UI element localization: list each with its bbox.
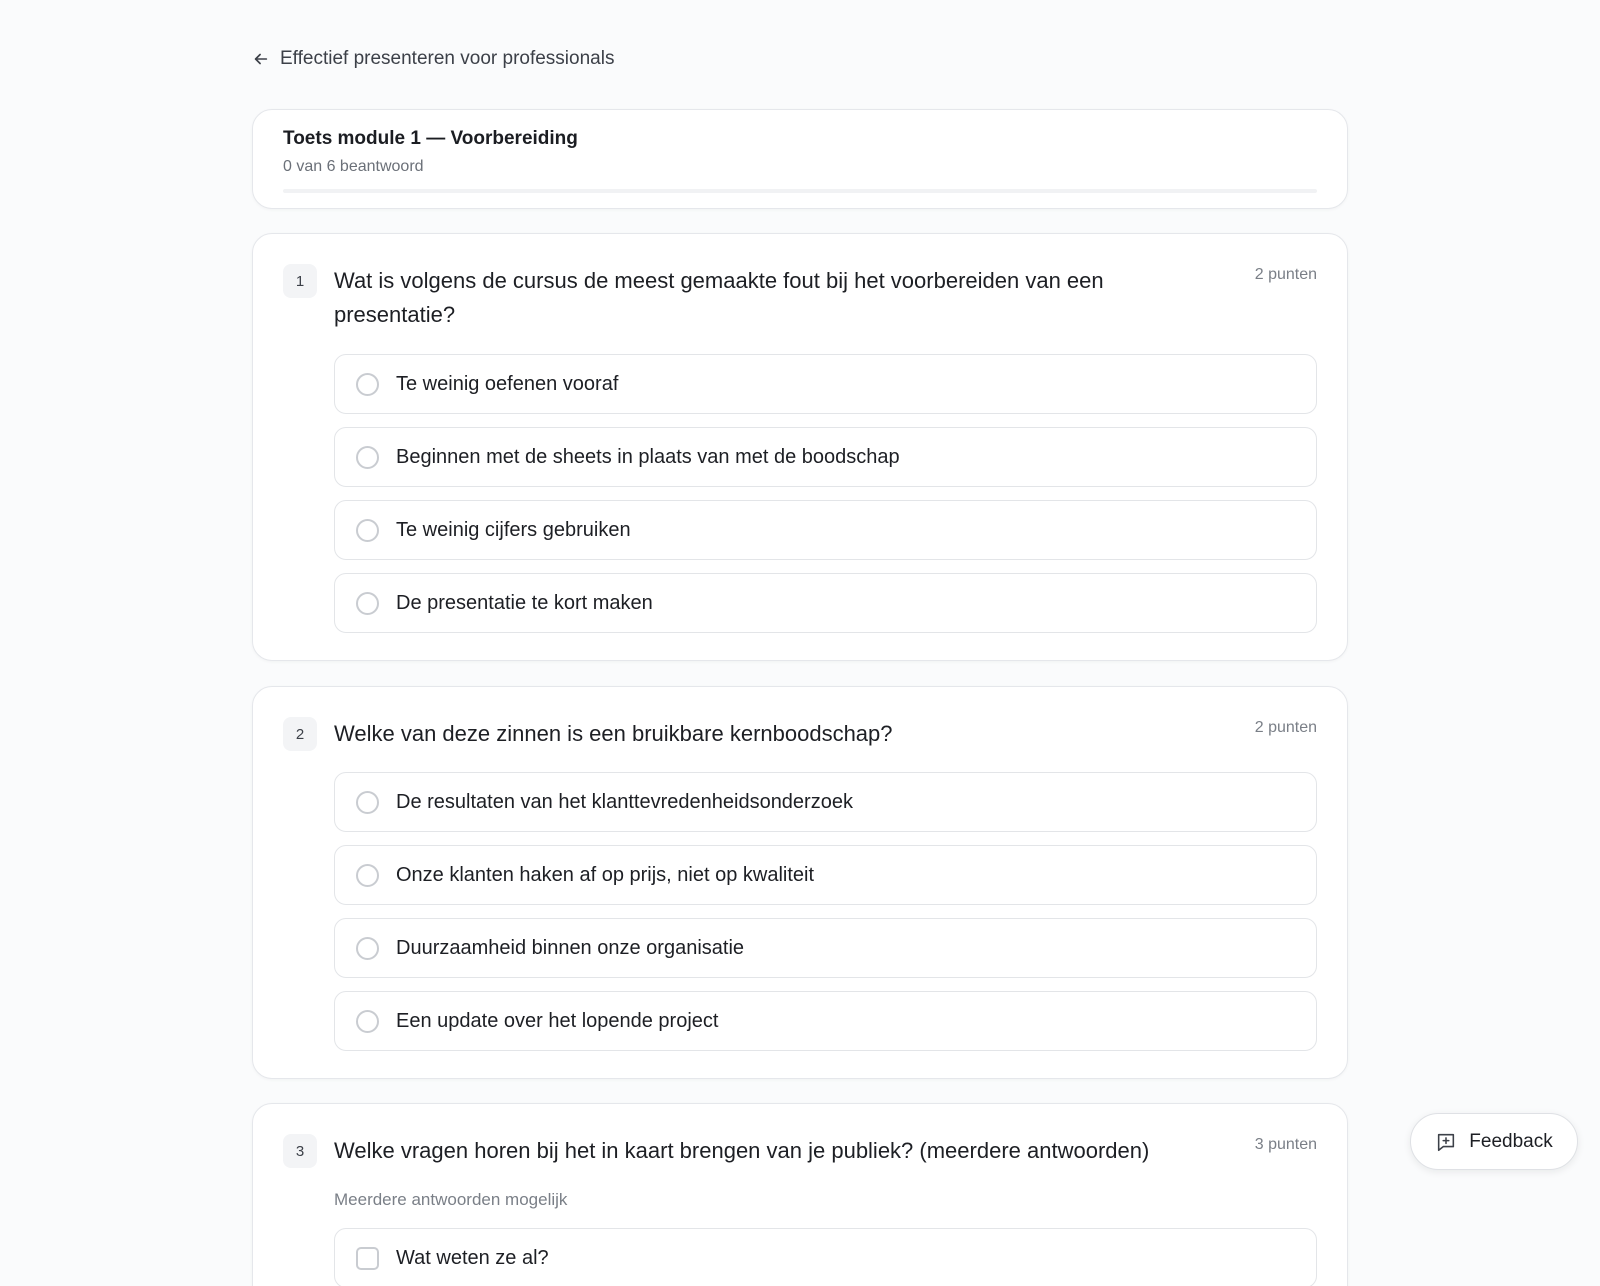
- answer-options: [334, 354, 1317, 633]
- answer-options: [334, 772, 1317, 1051]
- answer-option[interactable]: [334, 1228, 1317, 1286]
- radio-button[interactable]: [356, 519, 379, 542]
- radio-button[interactable]: [356, 592, 379, 615]
- quiz-progress-bar: [283, 189, 1317, 193]
- radio-button[interactable]: [356, 373, 379, 396]
- radio-button[interactable]: [356, 1010, 379, 1033]
- checkbox[interactable]: [356, 1247, 379, 1270]
- answer-option-label: De presentatie te kort maken: [396, 591, 653, 614]
- answer-option-label: Wat weten ze al?: [396, 1246, 549, 1269]
- answer-option[interactable]: [334, 772, 1317, 832]
- answer-option-label: De resultaten van het klanttevredenheidsonderzoek: [396, 790, 853, 813]
- feedback-label: Feedback: [1469, 1130, 1553, 1152]
- answer-option-label: Beginnen met de sheets in plaats van met de boodschap: [396, 445, 900, 468]
- answer-option[interactable]: [334, 427, 1317, 487]
- radio-button[interactable]: [356, 791, 379, 814]
- question-card-3: [252, 1103, 1348, 1286]
- answer-option-label: Duurzaamheid binnen onze organisatie: [396, 936, 745, 959]
- answer-option-label: Te weinig cijfers gebruiken: [396, 518, 631, 541]
- radio-button[interactable]: [356, 446, 379, 469]
- back-link-label: Effectief presenteren voor professionals: [280, 48, 615, 69]
- quiz-header-card: [252, 109, 1348, 209]
- question-card-1: [252, 233, 1348, 661]
- answer-option-label: Onze klanten haken af op prijs, niet op kwaliteit: [396, 863, 815, 886]
- back-link[interactable]: [252, 48, 614, 70]
- feedback-button[interactable]: [1410, 1113, 1578, 1170]
- question-card-2: [252, 686, 1348, 1079]
- answer-option[interactable]: [334, 500, 1317, 560]
- answer-option[interactable]: [334, 573, 1317, 633]
- answer-option-label: Te weinig oefenen vooraf: [396, 372, 619, 395]
- question-points: 2 punten: [1254, 719, 1317, 736]
- radio-button[interactable]: [356, 864, 379, 887]
- answer-option[interactable]: [334, 918, 1317, 978]
- answer-option[interactable]: [334, 354, 1317, 414]
- answer-option[interactable]: [334, 845, 1317, 905]
- radio-button[interactable]: [356, 937, 379, 960]
- question-points: 3 punten: [1254, 1136, 1317, 1153]
- quiz-title: Toets module 1 — Voorbereiding: [283, 128, 578, 149]
- quiz-progress-text: 0 van 6 beantwoord: [283, 158, 424, 175]
- question-text: Welke vragen horen bij het in kaart brengen van je publiek? (meerdere antwoorden): [334, 1138, 1150, 1163]
- question-hint: Meerdere antwoorden mogelijk: [334, 1190, 568, 1209]
- message-plus-icon: [1435, 1131, 1457, 1153]
- question-number: 1: [283, 264, 317, 298]
- question-number: 3: [283, 1134, 317, 1168]
- question-number: 2: [283, 717, 317, 751]
- answer-option-label: Een update over het lopende project: [396, 1009, 719, 1032]
- question-text: Welke van deze zinnen is een bruikbare kernboodschap?: [334, 721, 893, 746]
- question-text: Wat is volgens de cursus de meest gemaakte fout bij het voorbereiden van een presentatie?: [334, 268, 1104, 327]
- arrow-left-icon: [252, 50, 270, 68]
- answer-option[interactable]: [334, 991, 1317, 1051]
- question-points: 2 punten: [1254, 266, 1317, 283]
- answer-options: [334, 1228, 1317, 1286]
